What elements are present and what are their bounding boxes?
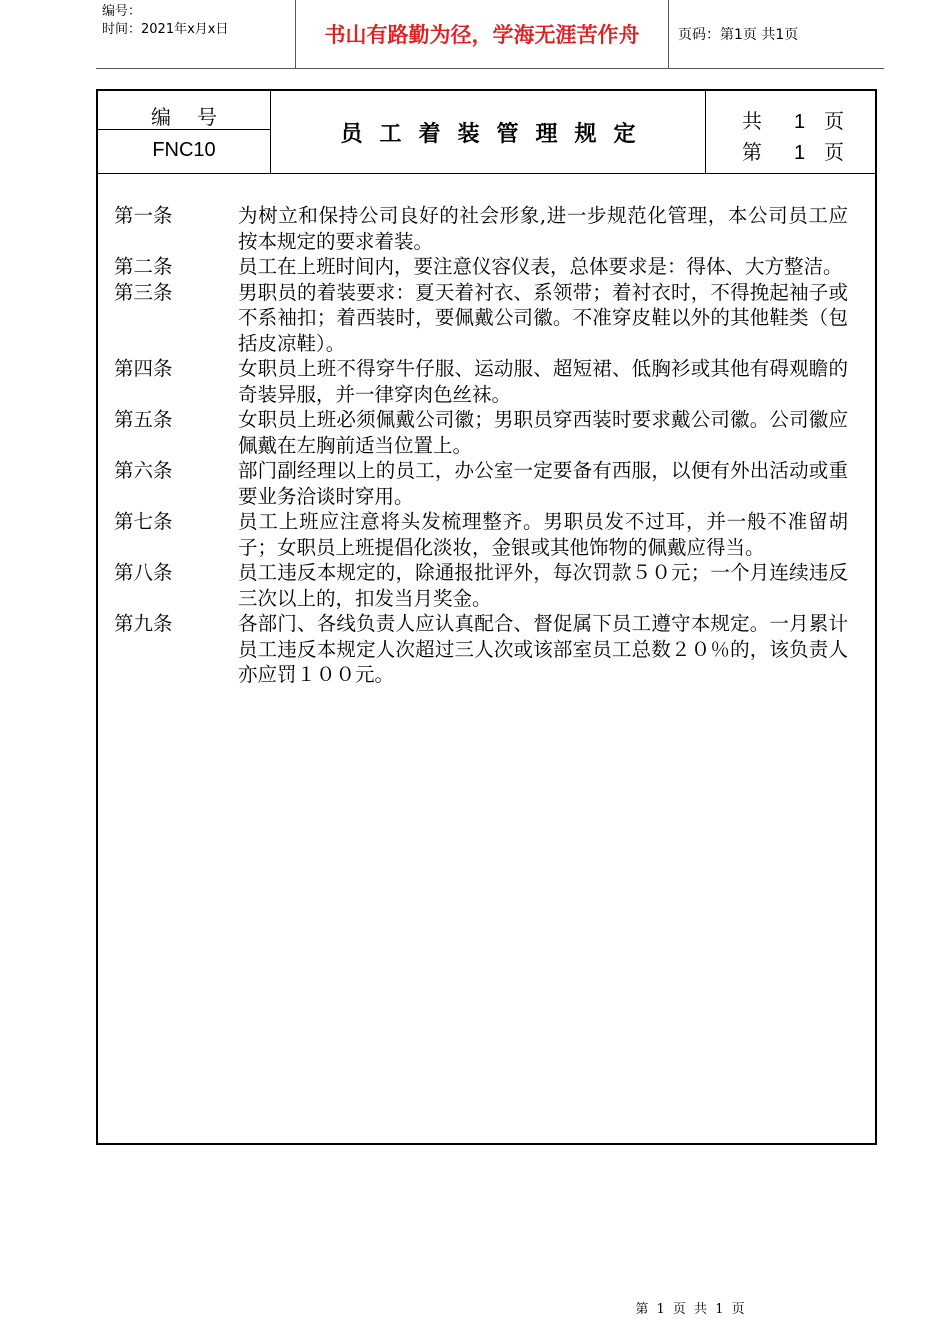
document-title: 员工着装管理规定 (340, 120, 653, 147)
article-item (114, 611, 854, 688)
article-label: 第六条 (114, 459, 173, 482)
article-text: 各部门、各线负责人应认真配合、督促属下员工遵守本规定。一月累计员工违反本规定人次超过三人次或该部室员工总数２０％的，该负责人亦应罚１００元。 (238, 612, 848, 686)
article-item (114, 356, 854, 407)
code-cell (98, 91, 271, 173)
code-value: FNC10 (152, 139, 216, 161)
current-page-line (742, 136, 844, 165)
total-label: 共 (742, 109, 762, 133)
title-cell (271, 91, 706, 173)
page-unit: 页 (824, 109, 844, 133)
article-text: 女职员上班必须佩戴公司徽；男职员穿西装时要求戴公司徽。公司徽应佩戴在左胸前适当位置上。 (238, 408, 848, 457)
number-label: 编号： (102, 4, 142, 19)
article-label: 第五条 (114, 408, 173, 431)
article-item (114, 254, 854, 280)
header-page-info: 页码：第1页 共1页 (678, 27, 799, 43)
article-item (114, 407, 854, 458)
article-text: 为树立和保持公司良好的社会形象,进一步规范化管理，本公司员工应按本规定的要求着装。 (238, 204, 848, 253)
article-label: 第八条 (114, 561, 173, 584)
time-label: 时间：2021年x月x日 (102, 22, 229, 37)
page-header (96, 0, 884, 69)
document-frame (96, 89, 877, 1145)
page-unit: 页 (824, 140, 844, 164)
total-value: 1 (794, 111, 806, 133)
page-footer: 第 1 页 共 1 页 (635, 1302, 747, 1317)
current-value: 1 (794, 142, 806, 164)
article-item (114, 203, 854, 254)
code-divider (98, 129, 270, 130)
header-meta (102, 3, 292, 39)
article-text: 男职员的着装要求：夏天着衬衣、系领带；着衬衣时，不得挽起袖子或不系袖扣；着西装时，要佩戴公司徽。不准穿皮鞋以外的其他鞋类（包括皮凉鞋）。 (238, 280, 848, 355)
header-divider (668, 0, 669, 68)
articles-list (114, 203, 854, 688)
title-block (98, 91, 875, 174)
article-label: 第三条 (114, 280, 173, 304)
article-text: 员工违反本规定的，除通报批评外，每次罚款５０元；一个月连续违反三次以上的，扣发当月奖金。 (238, 561, 848, 610)
article-text: 部门副经理以上的员工，办公室一定要备有西服，以便有外出活动或重要业务洽谈时穿用。 (238, 459, 848, 508)
current-label: 第 (742, 140, 762, 164)
article-label: 第四条 (114, 357, 173, 380)
article-label: 第七条 (114, 510, 173, 533)
article-label: 第九条 (114, 612, 173, 635)
article-label: 第一条 (114, 204, 173, 227)
article-label: 第二条 (114, 255, 173, 278)
article-text: 员工上班应注意将头发梳理整齐。男职员发不过耳，并一般不准留胡子；女职员上班提倡化淡妆，金银或其他饰物的佩戴应得当。 (238, 510, 848, 559)
article-item (114, 458, 854, 509)
page-count-cell (706, 91, 875, 173)
article-item (114, 560, 854, 611)
header-motto: 书山有路勤为径，学海无涯苦作舟 (324, 23, 640, 47)
code-label: 编号 (151, 105, 243, 129)
article-item (114, 509, 854, 560)
total-pages-line (742, 105, 844, 134)
article-text: 女职员上班不得穿牛仔服、运动服、超短裙、低胸衫或其他有碍观瞻的奇装异服，并一律穿肉色丝袜。 (238, 357, 848, 406)
article-item (114, 280, 854, 357)
article-text: 员工在上班时间内，要注意仪容仪表，总体要求是：得体、大方整洁。 (238, 255, 843, 278)
